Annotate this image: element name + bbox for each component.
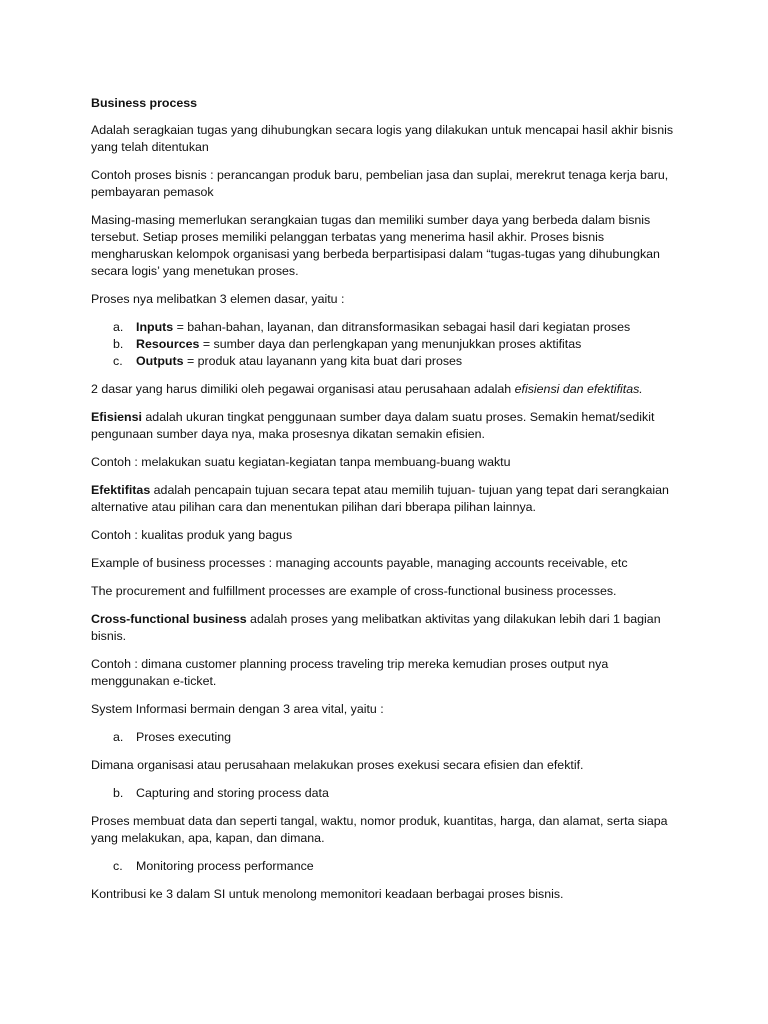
document-body [91,95,681,914]
element-desc: = produk atau layanann yang kita buat dari proses [183,354,463,368]
list-item [91,336,681,353]
area-label: Capturing and storing process data [136,786,329,800]
term-cross-functional: Cross-functional business [91,612,247,626]
effectiveness-definition: Efektifitas adalah pencapain tujuan secara tepat atau memilih tujuan- tujuan yang tepat dari serangkaian alternative atau pilihan cara dan menentukan pilihan dari bberapa pilihan lainnya. [91,483,669,514]
list-marker: b. [113,337,124,351]
emphasis-text: efisiensi dan efektifitas. [514,382,643,396]
cross-functional-note: The procurement and fulfillment processes are example of cross-functional business processes. [91,584,617,598]
efficiency-example: Contoh : melakukan suatu kegiatan-kegiatan tanpa membuang-buang waktu [91,455,511,469]
list-item [91,353,681,370]
areas-intro: System Informasi bermain dengan 3 area vital, yaitu : [91,702,384,716]
area-label: Monitoring process performance [136,859,314,873]
list-marker: c. [113,859,123,873]
business-process-examples: Example of business processes : managing accounts payable, managing accounts receivable, etc [91,556,628,570]
element-desc: = sumber daya dan perlengkapan yang menunjukkan proses aktifitas [199,337,582,351]
term-efisiensi: Efisiensi [91,410,142,424]
element-desc: = bahan-bahan, layanan, dan ditransformasikan sebagai hasil dari kegiatan proses [173,320,631,334]
area-label: Proses executing [136,730,232,744]
list-marker: a. [113,730,124,744]
list-marker: c. [113,354,123,368]
area-description: Kontribusi ke 3 dalam SI untuk menolong memonitori keadaan berbagai proses bisnis. [91,887,564,901]
area-item [91,785,681,802]
element-term: Outputs [136,354,184,368]
area-description: Dimana organisasi atau perusahaan melakukan proses exekusi secara efisien dan efektif. [91,758,584,772]
term-efektifitas: Efektifitas [91,483,151,497]
area-description: Proses membuat data dan seperti tangal, waktu, nomor produk, kuantitas, harga, dan alamat, serta siapa yang melakukan, apa, kapan, dan dimana. [91,814,668,845]
cross-functional-definition: Cross-functional business adalah proses yang melibatkan aktivitas yang dilakukan lebih dari 1 bagian bisnis. [91,612,661,643]
list-item [91,319,681,336]
document-title: Business process [91,96,198,110]
cross-functional-example: Contoh : dimana customer planning process traveling trip mereka kemudian proses output nya menggunakan e-ticket. [91,657,609,688]
elements-list [91,319,681,370]
example-paragraph: Contoh proses bisnis : perancangan produk baru, pembelian jasa dan suplai, merekrut tenaga kerja baru, pembayaran pemasok [91,168,669,199]
element-term: Inputs [136,320,174,334]
tasks-paragraph: Masing-masing memerlukan serangkaian tugas dan memiliki sumber daya yang berbeda dalam bisnis tersebut. Setiap proses memiliki pelanggan terbatas yang menerima hasil akhir. Proses bisnis mengharuskan kelompok organisasi yang berbeda berpartisipasi dalam “tugas-tugas yang dihubungkan secara logis’ yang menetukan proses. [91,213,660,278]
efficiency-intro: 2 dasar yang harus dimiliki oleh pegawai organisasi atau perusahaan adalah efisiensi dan efektifitas. [91,382,643,396]
effectiveness-example: Contoh : kualitas produk yang bagus [91,528,293,542]
list-marker: b. [113,786,124,800]
area-item [91,729,681,746]
elements-intro: Proses nya melibatkan 3 elemen dasar, yaitu : [91,292,345,306]
element-term: Resources [136,337,200,351]
efficiency-definition: Efisiensi adalah ukuran tingkat penggunaan sumber daya dalam suatu proses. Semakin hemat/sedikit pengunaan sumber daya nya, maka prosesnya dikatan semakin efisien. [91,410,655,441]
list-marker: a. [113,320,124,334]
area-item [91,858,681,875]
definition-paragraph: Adalah seragkaian tugas yang dihubungkan secara logis yang dilakukan untuk mencapai hasil akhir bisnis yang telah ditentukan [91,123,674,154]
